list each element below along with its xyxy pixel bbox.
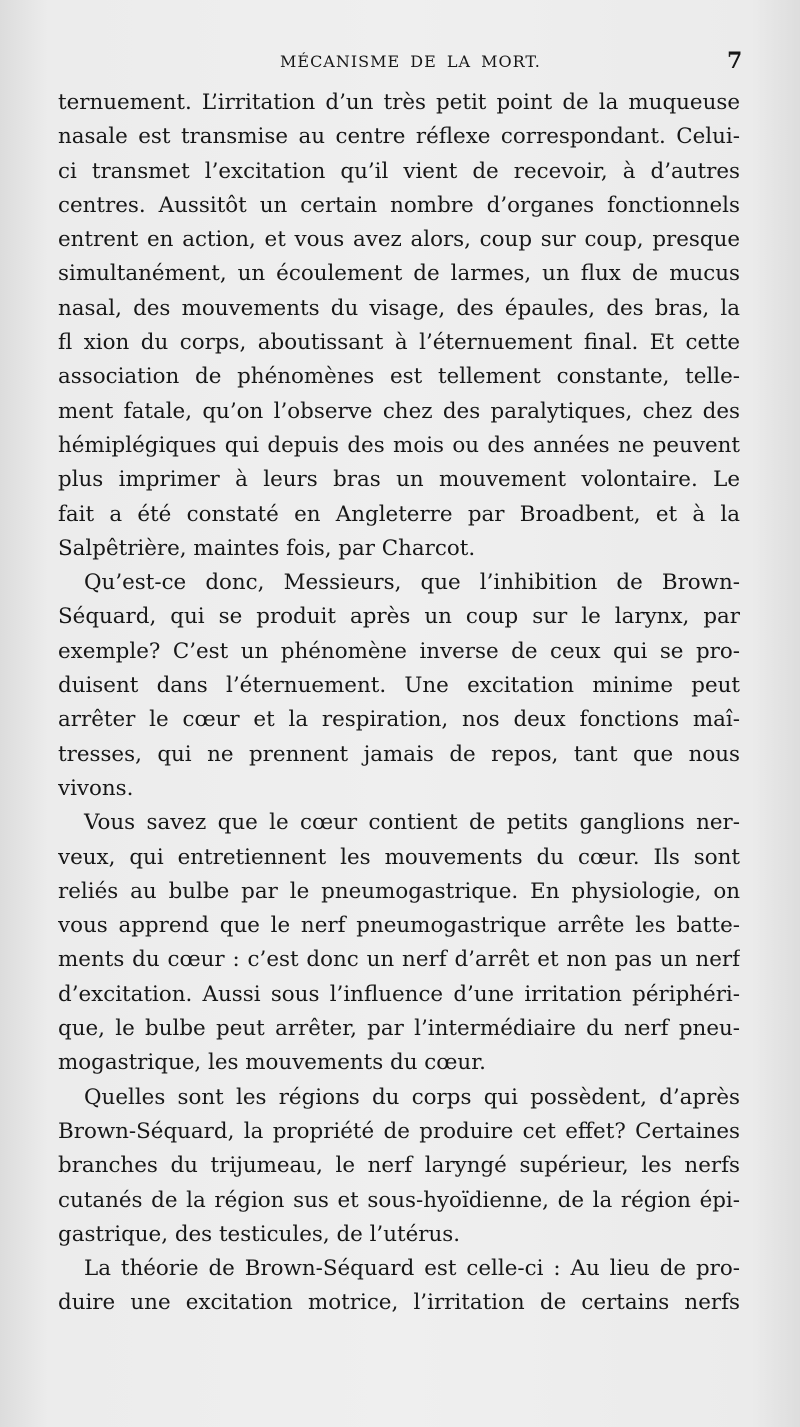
text-line: nasal, des mouvements du visage, des épaules, des bras, la (58, 295, 740, 321)
text-line: ternuement. L’irritation d’un très petit point de la muqueuse (58, 90, 740, 115)
text-line: Brown-Séquard, la propriété de produire cet effet? Certaines (58, 1118, 740, 1144)
text-line: cutanés de la région sus et sous-hyoïdienne, de la région épi- (58, 1187, 740, 1213)
text-line: entrent en action, et vous avez alors, coup sur coup, presque (58, 227, 740, 253)
body-text (58, 86, 740, 1321)
text-line: duire une excitation motrice, l’irritation de certains nerfs (58, 1290, 740, 1316)
text-line: veux, qui entretiennent les mouvements du cœur. Ils sont (58, 844, 740, 870)
text-line: mogastrique, les mouvements du cœur. (58, 1050, 486, 1076)
text-line: tresses, qui ne prennent jamais de repos, tant que nous (58, 741, 740, 767)
text-line: vivons. (58, 775, 134, 801)
text-line: fl xion du corps, aboutissant à l’éternuement final. Et cette (58, 330, 740, 356)
text-line: ments du cœur : c’est donc un nerf d’arrêt et non pas un nerf (58, 947, 740, 973)
text-line: ci transmet l’excitation qu’il vient de recevoir, à d’autres (58, 158, 740, 184)
text-line: nasale est transmise au centre réflexe correspondant. Celui- (58, 124, 740, 150)
text-line: Quelles sont les régions du corps qui possèdent, d’après (84, 1084, 740, 1110)
text-line: Séquard, qui se produit après un coup sur le larynx, par (58, 604, 740, 630)
text-line: Vous savez que le cœur contient de petits ganglions ner- (84, 810, 740, 836)
text-line: Salpêtrière, maintes fois, par Charcot. (58, 535, 476, 561)
text-line: simultanément, un écoulement de larmes, un flux de mucus (58, 261, 740, 287)
running-head (0, 46, 800, 76)
text-line: La théorie de Brown-Séquard est celle-ci : Au lieu de pro- (84, 1256, 740, 1282)
text-line: centres. Aussitôt un certain nombre d’organes fonctionnels (58, 192, 740, 218)
text-line: reliés au bulbe par le pneumogastrique. En physiologie, on (58, 878, 740, 904)
running-head-title: MÉCANISME DE LA MORT. (280, 52, 541, 71)
text-line: vous apprend que le nerf pneumogastrique arrête les batte- (58, 913, 740, 939)
text-line: fait a été constaté en Angleterre par Broadbent, et à la (58, 501, 740, 527)
text-line: d’excitation. Aussi sous l’influence d’une irritation périphéri- (58, 981, 740, 1007)
text-line: duisent dans l’éternuement. Une excitation minime peut (58, 673, 740, 699)
text-line: exemple? C’est un phénomène inverse de ceux qui se pro- (58, 638, 740, 664)
text-line: branches du trijumeau, le nerf laryngé supérieur, les nerfs (58, 1153, 740, 1179)
text-line: plus imprimer à leurs bras un mouvement volontaire. Le (58, 467, 740, 493)
text-line: association de phénomènes est tellement constante, telle- (58, 364, 740, 390)
text-line: Qu’est-ce donc, Messieurs, que l’inhibition de Brown- (84, 570, 740, 596)
text-line: gastrique, des testicules, de l’utérus. (58, 1221, 461, 1247)
text-line: hémiplégiques qui depuis des mois ou des années ne peuvent (58, 432, 740, 458)
page-number: 7 (727, 48, 743, 74)
text-line: que, le bulbe peut arrêter, par l’intermédiaire du nerf pneu- (58, 1016, 740, 1042)
text-line: ment fatale, qu’on l’observe chez des paralytiques, chez des (58, 398, 740, 424)
text-line: arrêter le cœur et la respiration, nos deux fonctions maî- (58, 707, 740, 733)
